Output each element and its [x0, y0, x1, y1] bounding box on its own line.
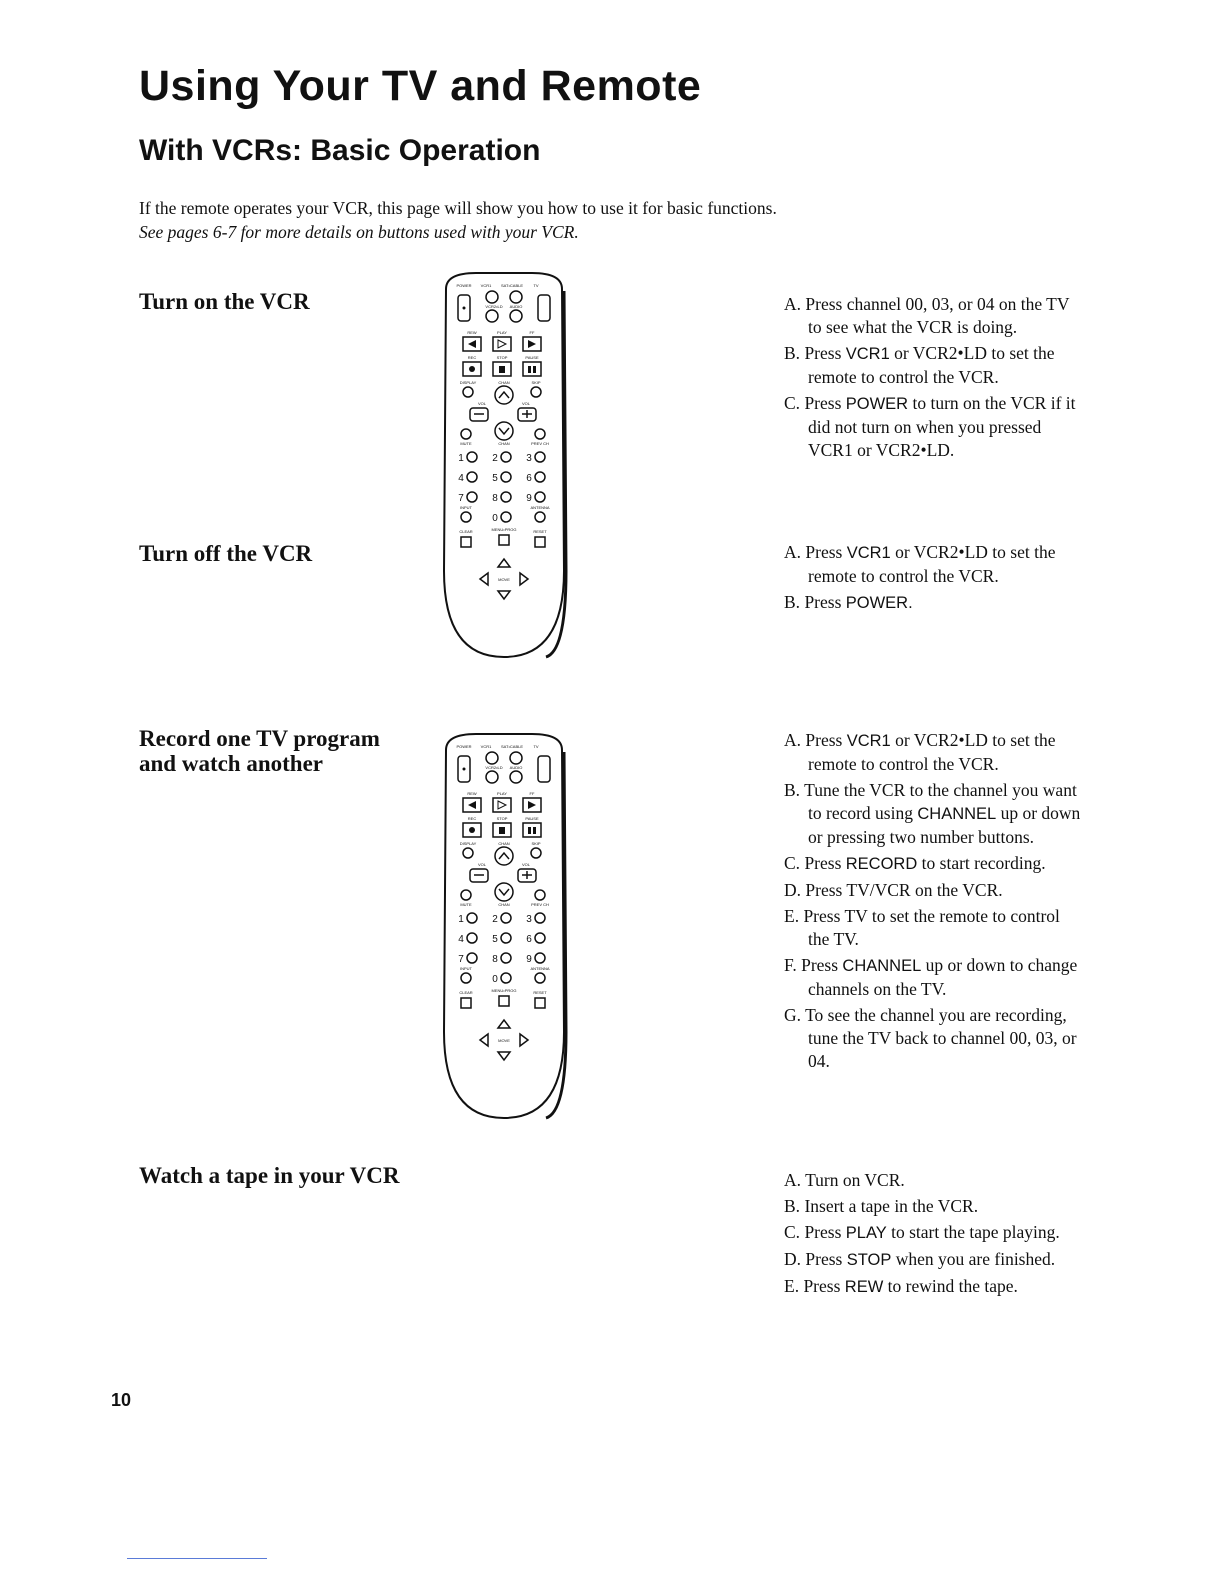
remote-label-antenna: ANTENNA [530, 966, 550, 971]
step-letter: E. [784, 906, 800, 926]
step-letter: D. [784, 880, 802, 900]
prev-ch-button-icon [535, 429, 545, 439]
step-item [784, 729, 1084, 776]
remote-label-clear: CLEAR [459, 990, 473, 995]
menu-button-icon [499, 996, 509, 1006]
remote-label-skip: SKIP [531, 841, 541, 846]
remote-digit-label: 0 [492, 974, 498, 985]
step-text: Press [801, 955, 843, 975]
remote-label-top: VCR1 [480, 283, 492, 288]
pause-icon-right [533, 366, 536, 373]
step-letter: G. [784, 1005, 802, 1025]
remote-label-transport: REW [467, 791, 477, 796]
audio-button-icon [510, 771, 522, 783]
plus-icon [522, 871, 532, 879]
remote-label-transport: FF [529, 330, 535, 335]
remote-label-prev-ch: PREV CH [531, 902, 549, 907]
step-keyword: POWER. [845, 594, 913, 612]
step-text-rest: or VCR2•LD to set the remote to control the VCR. [808, 343, 1055, 387]
remote-digit-label: 9 [526, 493, 532, 504]
remote-digit-label: 8 [492, 954, 498, 965]
digit-button-icon [501, 512, 511, 522]
step-item [784, 1004, 1084, 1073]
remote-label-clear: CLEAR [459, 529, 473, 534]
step-item [784, 1169, 1084, 1192]
step-text: Press [803, 1276, 845, 1296]
input-button-icon [461, 512, 471, 522]
menu-button-icon [499, 535, 509, 545]
step-item [784, 954, 1084, 1001]
audio-button-icon [510, 310, 522, 322]
pause-icon-right [533, 827, 536, 834]
step-keyword: STOP [846, 1251, 892, 1269]
transport-button-icon [523, 362, 541, 376]
record-icon [469, 827, 475, 833]
digit-button-icon [467, 913, 477, 923]
step-keyword: PLAY [845, 1224, 887, 1242]
move-up-icon [498, 1020, 510, 1028]
remote-svg [436, 271, 572, 661]
remote-label-chan: CHAN [498, 902, 510, 907]
step-text-rest: up or down or pressing two number buttons. [808, 803, 1081, 847]
move-down-icon [498, 1052, 510, 1060]
digit-button-icon [467, 933, 477, 943]
stop-icon [499, 827, 505, 834]
step-letter: D. [784, 1249, 802, 1269]
transport-button-icon [493, 798, 511, 812]
digit-button-icon [467, 492, 477, 502]
reset-button-icon [535, 998, 545, 1008]
section-heading-turn-off: Turn off the VCR [139, 541, 313, 566]
reset-button-icon [535, 537, 545, 547]
step-item [784, 1195, 1084, 1218]
remote-label-top: VCR1 [480, 744, 492, 749]
step-text-rest: up or down to change channels on the TV. [808, 955, 1078, 999]
vcr1-button-icon [486, 291, 498, 303]
remote-digit-label: 0 [492, 513, 498, 524]
tv-button-icon [538, 295, 550, 321]
step-text-rest: when you are finished. [891, 1249, 1056, 1269]
chevron-down-icon [499, 889, 509, 895]
remote-label-move: MOVE [498, 1038, 510, 1043]
step-letter: B. [784, 343, 801, 363]
step-item [784, 905, 1084, 951]
digit-button-icon [501, 472, 511, 482]
transport-button-icon [493, 337, 511, 351]
remote-digit-label: 1 [458, 914, 464, 925]
step-item [784, 1248, 1084, 1272]
step-text-rest: to start recording. [917, 853, 1046, 873]
footer-rule [127, 1558, 267, 1559]
plus-icon [522, 410, 532, 418]
step-text: Tune the VCR to the channel you want to record using [804, 780, 1077, 823]
digit-button-icon [501, 953, 511, 963]
remote-label-audio: AUDIO [509, 765, 523, 770]
section-heading-turn-on: Turn on the VCR [139, 289, 310, 314]
prev-ch-button-icon [535, 890, 545, 900]
steps-turn-on [784, 293, 1084, 465]
step-letter: A. [784, 730, 802, 750]
digit-button-icon [535, 933, 545, 943]
step-text: Press [805, 730, 847, 750]
remote-illustration-1 [436, 271, 572, 661]
digit-button-icon [501, 452, 511, 462]
step-keyword: VCR1 [846, 732, 891, 750]
remote-label-menu: MENU•PROG [491, 527, 517, 532]
digit-button-icon [535, 452, 545, 462]
sat-button-icon [510, 752, 522, 764]
step-keyword: RECORD [845, 855, 918, 873]
remote-label-top: SAT•CABLE [501, 283, 523, 288]
remote-label-chan: CHAN [498, 841, 510, 846]
step-letter: B. [784, 780, 801, 800]
remote-label-input: INPUT [460, 505, 472, 510]
play-icon [498, 801, 506, 809]
remote-digit-label: 5 [492, 934, 498, 945]
step-letter: E. [784, 1276, 800, 1296]
page-subtitle: With VCRs: Basic Operation [139, 134, 541, 167]
chan-up-icon [495, 386, 513, 404]
step-letter: B. [784, 1196, 801, 1216]
step-text: Insert a tape in the VCR. [804, 1196, 979, 1216]
remote-label-reset: RESET [533, 529, 547, 534]
step-item [784, 591, 1084, 615]
power-dot-icon [463, 307, 466, 310]
move-right-icon [520, 573, 528, 585]
remote-label-vcr2: VCR2•LD [485, 304, 503, 309]
remote-digit-label: 7 [458, 493, 464, 504]
transport-button-icon [523, 823, 541, 837]
step-item [784, 879, 1084, 902]
step-text: Press TV to set the remote to control the TV. [803, 906, 1060, 949]
step-text: Press [805, 542, 847, 562]
remote-digit-label: 1 [458, 453, 464, 464]
remote-label-antenna: ANTENNA [530, 505, 550, 510]
step-item [784, 541, 1084, 588]
remote-digit-label: 3 [526, 914, 532, 925]
chevron-down-icon [499, 428, 509, 434]
remote-label-menu: MENU•PROG [491, 988, 517, 993]
pause-icon-left [528, 827, 531, 834]
remote-digit-label: 2 [492, 914, 498, 925]
remote-digit-label: 8 [492, 493, 498, 504]
remote-label-top: POWER [456, 744, 472, 749]
intro-text: If the remote operates your VCR, this page will show you how to use it for basic functions. [139, 198, 777, 218]
remote-label-display: DISPLAY [459, 841, 477, 846]
vcr2-button-icon [486, 771, 498, 783]
digit-button-icon [501, 973, 511, 983]
step-text: Turn on VCR. [805, 1170, 905, 1190]
skip-button-icon [531, 848, 541, 858]
digit-button-icon [535, 953, 545, 963]
vcr1-button-icon [486, 752, 498, 764]
remote-label-input: INPUT [460, 966, 472, 971]
remote-label-transport: REC [467, 355, 477, 360]
digit-button-icon [535, 913, 545, 923]
pause-icon-left [528, 366, 531, 373]
digit-button-icon [501, 913, 511, 923]
step-text: Press channel 00, 03, or 04 on the TV to see what the VCR is doing. [805, 294, 1070, 337]
digit-button-icon [467, 452, 477, 462]
remote-label-vcr2: VCR2•LD [485, 765, 503, 770]
mute-button-icon [461, 429, 471, 439]
remote-label-transport: REC [467, 816, 477, 821]
section-heading-record: Record one TV program and watch another [139, 726, 380, 776]
step-item [784, 293, 1084, 339]
step-letter: C. [784, 853, 801, 873]
tv-button-icon [538, 756, 550, 782]
remote-label-chan: CHAN [498, 380, 510, 385]
step-letter: F. [784, 955, 797, 975]
remote-digit-label: 9 [526, 954, 532, 965]
step-item [784, 1275, 1084, 1299]
remote-label-vol: VOL [477, 401, 487, 406]
step-item [784, 392, 1084, 462]
step-keyword: CHANNEL [917, 805, 997, 823]
remote-digit-label: 2 [492, 453, 498, 464]
move-left-icon [480, 573, 488, 585]
step-item [784, 1221, 1084, 1245]
step-keyword: CHANNEL [842, 957, 922, 975]
vcr2-button-icon [486, 310, 498, 322]
remote-label-top: SAT•CABLE [501, 744, 523, 749]
remote-label-audio: AUDIO [509, 304, 523, 309]
remote-label-vol: VOL [521, 862, 531, 867]
step-keyword: VCR1 [846, 544, 891, 562]
chan-down-icon [495, 422, 513, 440]
remote-label-mute: MUTE [460, 441, 472, 446]
step-letter: A. [784, 542, 802, 562]
step-text: Press [804, 853, 846, 873]
steps-turn-off [784, 541, 1084, 618]
step-text-rest: to turn on the VCR if it did not turn on when you pressed VCR1 or VCR2•LD. [808, 393, 1076, 460]
step-letter: A. [784, 294, 802, 314]
remote-label-top: POWER [456, 283, 472, 288]
display-button-icon [463, 848, 473, 858]
step-text-rest: to start the tape playing. [886, 1222, 1060, 1242]
remote-label-transport: STOP [496, 816, 508, 821]
step-item [784, 779, 1084, 849]
remote-label-transport: REW [467, 330, 477, 335]
step-letter: C. [784, 1222, 801, 1242]
step-text: Press [804, 343, 846, 363]
input-button-icon [461, 973, 471, 983]
clear-button-icon [461, 537, 471, 547]
chan-down-icon [495, 883, 513, 901]
remote-digit-label: 5 [492, 473, 498, 484]
fast-forward-icon [528, 801, 536, 809]
intro-reference: See pages 6-7 for more details on buttons used with your VCR. [139, 222, 579, 242]
remote-illustration-2 [436, 732, 572, 1122]
step-keyword: POWER [845, 395, 909, 413]
antenna-button-icon [535, 512, 545, 522]
remote-label-prev-ch: PREV CH [531, 441, 549, 446]
step-letter: A. [784, 1170, 802, 1190]
antenna-button-icon [535, 973, 545, 983]
step-item [784, 342, 1084, 389]
remote-digit-label: 6 [526, 934, 532, 945]
step-text: Press [805, 1249, 847, 1269]
step-item [784, 852, 1084, 876]
move-down-icon [498, 591, 510, 599]
step-text: Press [804, 393, 846, 413]
remote-label-display: DISPLAY [459, 380, 477, 385]
power-dot-icon [463, 768, 466, 771]
move-up-icon [498, 559, 510, 567]
remote-label-skip: SKIP [531, 380, 541, 385]
step-letter: B. [784, 592, 801, 612]
remote-digit-label: 4 [458, 473, 464, 484]
remote-digit-label: 4 [458, 934, 464, 945]
record-icon [469, 366, 475, 372]
remote-svg [436, 732, 572, 1122]
remote-label-chan: CHAN [498, 441, 510, 446]
remote-label-vol: VOL [477, 862, 487, 867]
step-letter: C. [784, 393, 801, 413]
move-right-icon [520, 1034, 528, 1046]
play-icon [498, 340, 506, 348]
page-number: 10 [111, 1390, 132, 1410]
remote-label-mute: MUTE [460, 902, 472, 907]
digit-button-icon [467, 953, 477, 963]
remote-label-vol: VOL [521, 401, 531, 406]
remote-label-transport: STOP [496, 355, 508, 360]
chevron-up-icon [499, 392, 509, 398]
step-text: Press TV/VCR on the VCR. [805, 880, 1003, 900]
remote-label-transport: PAUSE [525, 816, 539, 821]
display-button-icon [463, 387, 473, 397]
digit-button-icon [535, 492, 545, 502]
step-keyword: REW [844, 1278, 884, 1296]
remote-label-transport: PLAY [497, 791, 507, 796]
digit-button-icon [501, 933, 511, 943]
mute-button-icon [461, 890, 471, 900]
rewind-icon [468, 340, 476, 348]
move-left-icon [480, 1034, 488, 1046]
fast-forward-icon [528, 340, 536, 348]
chan-up-icon [495, 847, 513, 865]
intro-paragraph [139, 196, 779, 244]
skip-button-icon [531, 387, 541, 397]
step-text-rest: or VCR2•LD to set the remote to control the VCR. [808, 730, 1056, 774]
step-text-rest: to rewind the tape. [883, 1276, 1018, 1296]
step-text: Press [804, 592, 846, 612]
rewind-icon [468, 801, 476, 809]
remote-label-move: MOVE [498, 577, 510, 582]
step-text: Press [804, 1222, 846, 1242]
remote-label-transport: PAUSE [525, 355, 539, 360]
sat-button-icon [510, 291, 522, 303]
remote-label-top: TV [533, 744, 539, 749]
step-text-rest: or VCR2•LD to set the remote to control the VCR. [808, 542, 1056, 586]
remote-digit-label: 6 [526, 473, 532, 484]
digit-button-icon [467, 472, 477, 482]
digit-button-icon [535, 472, 545, 482]
steps-watch [784, 1169, 1084, 1302]
steps-record [784, 729, 1084, 1076]
page-title: Using Your TV and Remote [139, 62, 702, 110]
stop-icon [499, 366, 505, 373]
remote-label-top: TV [533, 283, 539, 288]
clear-button-icon [461, 998, 471, 1008]
step-text: To see the channel you are recording, tune the TV back to channel 00, 03, or 04. [805, 1005, 1077, 1071]
remote-label-transport: PLAY [497, 330, 507, 335]
digit-button-icon [501, 492, 511, 502]
remote-digit-label: 7 [458, 954, 464, 965]
remote-label-reset: RESET [533, 990, 547, 995]
remote-digit-label: 3 [526, 453, 532, 464]
chevron-up-icon [499, 853, 509, 859]
section-heading-watch: Watch a tape in your VCR [139, 1163, 400, 1188]
step-keyword: VCR1 [845, 345, 890, 363]
remote-label-transport: FF [529, 791, 535, 796]
